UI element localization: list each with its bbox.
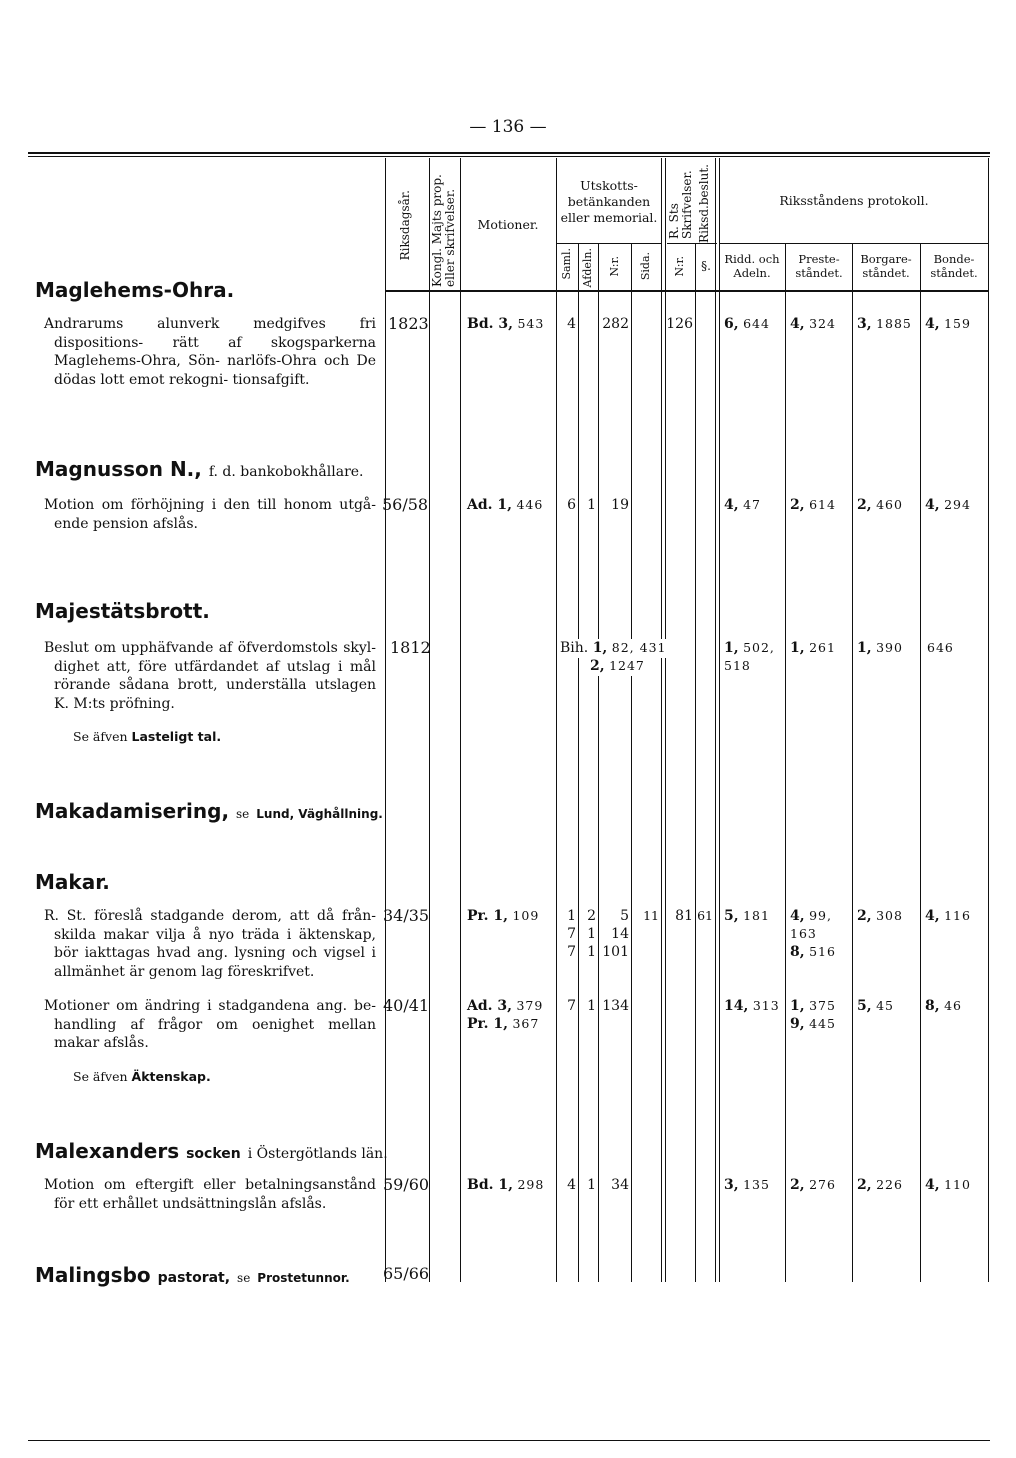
saml: 4 [567, 316, 576, 332]
header-ridd: Ridd. och Adeln. [724, 252, 780, 280]
bottom-rule [28, 1440, 990, 1441]
entry-title: Majestätsbrott. [35, 599, 210, 623]
preste-ref: 1, 261 [790, 640, 836, 656]
nr: 19 [611, 497, 629, 513]
header-riksd-beslut: Riksd.beslut. [697, 164, 711, 243]
preste-ref: 2, 614 [790, 497, 836, 513]
afdeln: 1 [587, 926, 596, 942]
entry-title: Maglehems-Ohra. [35, 278, 235, 302]
ridd-ref: 1, 502, [724, 640, 775, 656]
motion-ref: Pr. 1, 109 [467, 908, 540, 924]
header-sida: Sida. [639, 252, 652, 281]
afdeln: 1 [587, 1177, 596, 1193]
entry-description: Motion om eftergift eller betalningsanstånd för ett erhållet undsättningslån afslås. [44, 1177, 376, 1212]
protokoll-sub-rule [720, 243, 988, 244]
nr: 101 [602, 944, 629, 960]
col-line [598, 243, 599, 1282]
top-rule [28, 152, 990, 154]
year: 1823 [388, 314, 429, 333]
entry-title: Malexanders socken i Östergötlands län. [35, 1139, 388, 1163]
nr: 5 [620, 908, 629, 924]
bonde-ref: 4, 159 [925, 316, 971, 332]
bonde-ref: 4, 110 [925, 1177, 971, 1193]
year: 65/66 [383, 1264, 430, 1283]
saml: 7 [567, 926, 576, 942]
saml: 7 [567, 998, 576, 1014]
saml: 6 [567, 497, 576, 513]
bihang-ref-2: 2, 1247 [590, 658, 645, 674]
col-line [578, 243, 579, 1282]
ridd-ref: 3, 135 [724, 1177, 770, 1193]
header-nr: N:r. [608, 256, 621, 277]
header-afdeln: Afdeln. [581, 248, 594, 288]
year: 40/41 [383, 996, 430, 1015]
col-line [429, 158, 430, 1282]
bihang-ref: Bih. 1, 82, 431 [560, 640, 667, 656]
year: 56/58 [382, 495, 429, 514]
ridd-ref: 5, 181 [724, 908, 770, 924]
ridd-ref: 4, 47 [724, 497, 761, 513]
borgare-ref: 2, 460 [857, 497, 903, 513]
motion-ref: Ad. 1, 446 [467, 497, 544, 513]
rsts-sub-rule [667, 243, 717, 244]
col-line [920, 243, 921, 1282]
year: 1812 [390, 638, 431, 657]
col-line [852, 243, 853, 1282]
col-line [385, 158, 386, 1282]
entry-title: Makar. [35, 870, 110, 894]
paragraph: 61 [697, 908, 713, 923]
afdeln: 1 [587, 998, 596, 1014]
nr: 282 [602, 316, 629, 332]
col-line [631, 243, 632, 1282]
afdeln: 1 [587, 497, 596, 513]
preste-ref-2: 163 [790, 926, 817, 941]
header-preste: Preste- ståndet. [795, 252, 843, 280]
ridd-ref: 14, 313 [724, 998, 780, 1014]
ridd-ref: 6, 644 [724, 316, 770, 332]
entry-description: Motioner om ändring i stadgandena ang. be- handling af frågor om oenighet mellan makar afslås. [44, 998, 376, 1051]
col-line [988, 158, 989, 1282]
header-rsts: R. Sts Skrifvelser. [667, 170, 694, 239]
saml: 1 [567, 908, 576, 924]
preste-ref: 2, 276 [790, 1177, 836, 1193]
header-kongl-prop: Kongl. Majts prop. eller skrifvelser. [430, 174, 457, 287]
saml: 7 [567, 944, 576, 960]
header-motioner: Motioner. [477, 217, 539, 232]
borgare-ref: 2, 226 [857, 1177, 903, 1193]
bonde-ref: 4, 116 [925, 908, 971, 924]
rsts-nr: 81 [675, 908, 693, 924]
col-line [695, 243, 696, 1282]
page-number: — 136 — [469, 117, 547, 137]
col-line [661, 158, 662, 1282]
header-borgare: Borgare- ståndet. [860, 252, 912, 280]
entry-title: Magnusson N., f. d. bankobokhållare. [35, 457, 364, 481]
preste-ref: 4, 99, [790, 908, 832, 924]
utskott-sub-rule [556, 243, 662, 244]
header-bottom-rule [385, 290, 988, 292]
header-riksdagsar: Riksdagsår. [398, 190, 412, 261]
sida: 11 [643, 908, 659, 923]
motion-ref: Ad. 3, 379 [467, 998, 544, 1014]
entry-title: Malingsbo pastorat, se Prostetunnor. [35, 1263, 350, 1287]
entry-description: Andrarums alunverk medgifves fri dispositions- rätt af skogsparkerna Maglehems-Ohra, Sön- narlöfs-Ohra och De dödas lott emot rekogni- tionsafgift. [44, 316, 376, 388]
header-utskott: Utskotts- betänkanden eller memorial. [560, 178, 658, 225]
nr: 34 [611, 1177, 629, 1193]
preste-ref-3: 8, 516 [790, 944, 836, 960]
header-nr2: N:r. [673, 256, 686, 277]
col-line [785, 243, 786, 1282]
year: 59/60 [383, 1175, 430, 1194]
saml: 4 [567, 1177, 576, 1193]
header-saml: Saml. [560, 248, 573, 280]
borgare-ref: 2, 308 [857, 908, 903, 924]
ridd-ref-2: 518 [724, 658, 751, 673]
see-also: Se äfven Lasteligt tal. [73, 729, 222, 744]
preste-ref-2: 9, 445 [790, 1016, 836, 1032]
entry-description: Beslut om upphäfvande af öfverdomstols skyl- dighet att, före utfärdandet af utslag i mål rörande sådana brott, underställa utslagen K. M:ts pröfning. [44, 640, 376, 712]
col-line [460, 158, 461, 1282]
entry-description: Motion om förhöjning i den till honom utgå- ende pension afslås. [44, 497, 376, 532]
header-section-sign: §. [701, 259, 711, 273]
header-bonde: Bonde- ståndet. [930, 252, 978, 280]
nr: 134 [602, 998, 629, 1014]
motion-ref-2: Pr. 1, 367 [467, 1016, 540, 1032]
bonde-ref: 8, 46 [925, 998, 962, 1014]
rsts-nr: 126 [666, 316, 693, 332]
preste-ref: 1, 375 [790, 998, 836, 1014]
see-also: Se äfven Äktenskap. [73, 1069, 211, 1084]
bonde-ref: 4, 294 [925, 497, 971, 513]
borgare-ref: 1, 390 [857, 640, 903, 656]
col-line [719, 158, 720, 1282]
entry-description: R. St. föreslå stadgande derom, att då från- skilda makar vilja å nyo träda i äktenskap, bör iakttagas hvad ang. lysning och vigsel i allmänhet är genom lag föreskrifvet. [44, 908, 376, 980]
header-protokoll: Riksståndens protokoll. [779, 193, 929, 208]
borgare-ref: 3, 1885 [857, 316, 912, 332]
afdeln: 1 [587, 944, 596, 960]
motion-ref: Bd. 1, 298 [467, 1177, 545, 1193]
borgare-ref: 5, 45 [857, 998, 894, 1014]
col-line [715, 158, 716, 1282]
afdeln: 2 [587, 908, 596, 924]
entry-title: Makadamisering, se Lund, Väghållning. [35, 799, 383, 823]
nr: 14 [611, 926, 629, 942]
preste-ref: 4, 324 [790, 316, 836, 332]
motion-ref: Bd. 3, 543 [467, 316, 545, 332]
bonde-ref: 646 [927, 640, 954, 655]
top-rule-thin [28, 156, 990, 157]
year: 34/35 [383, 906, 430, 925]
